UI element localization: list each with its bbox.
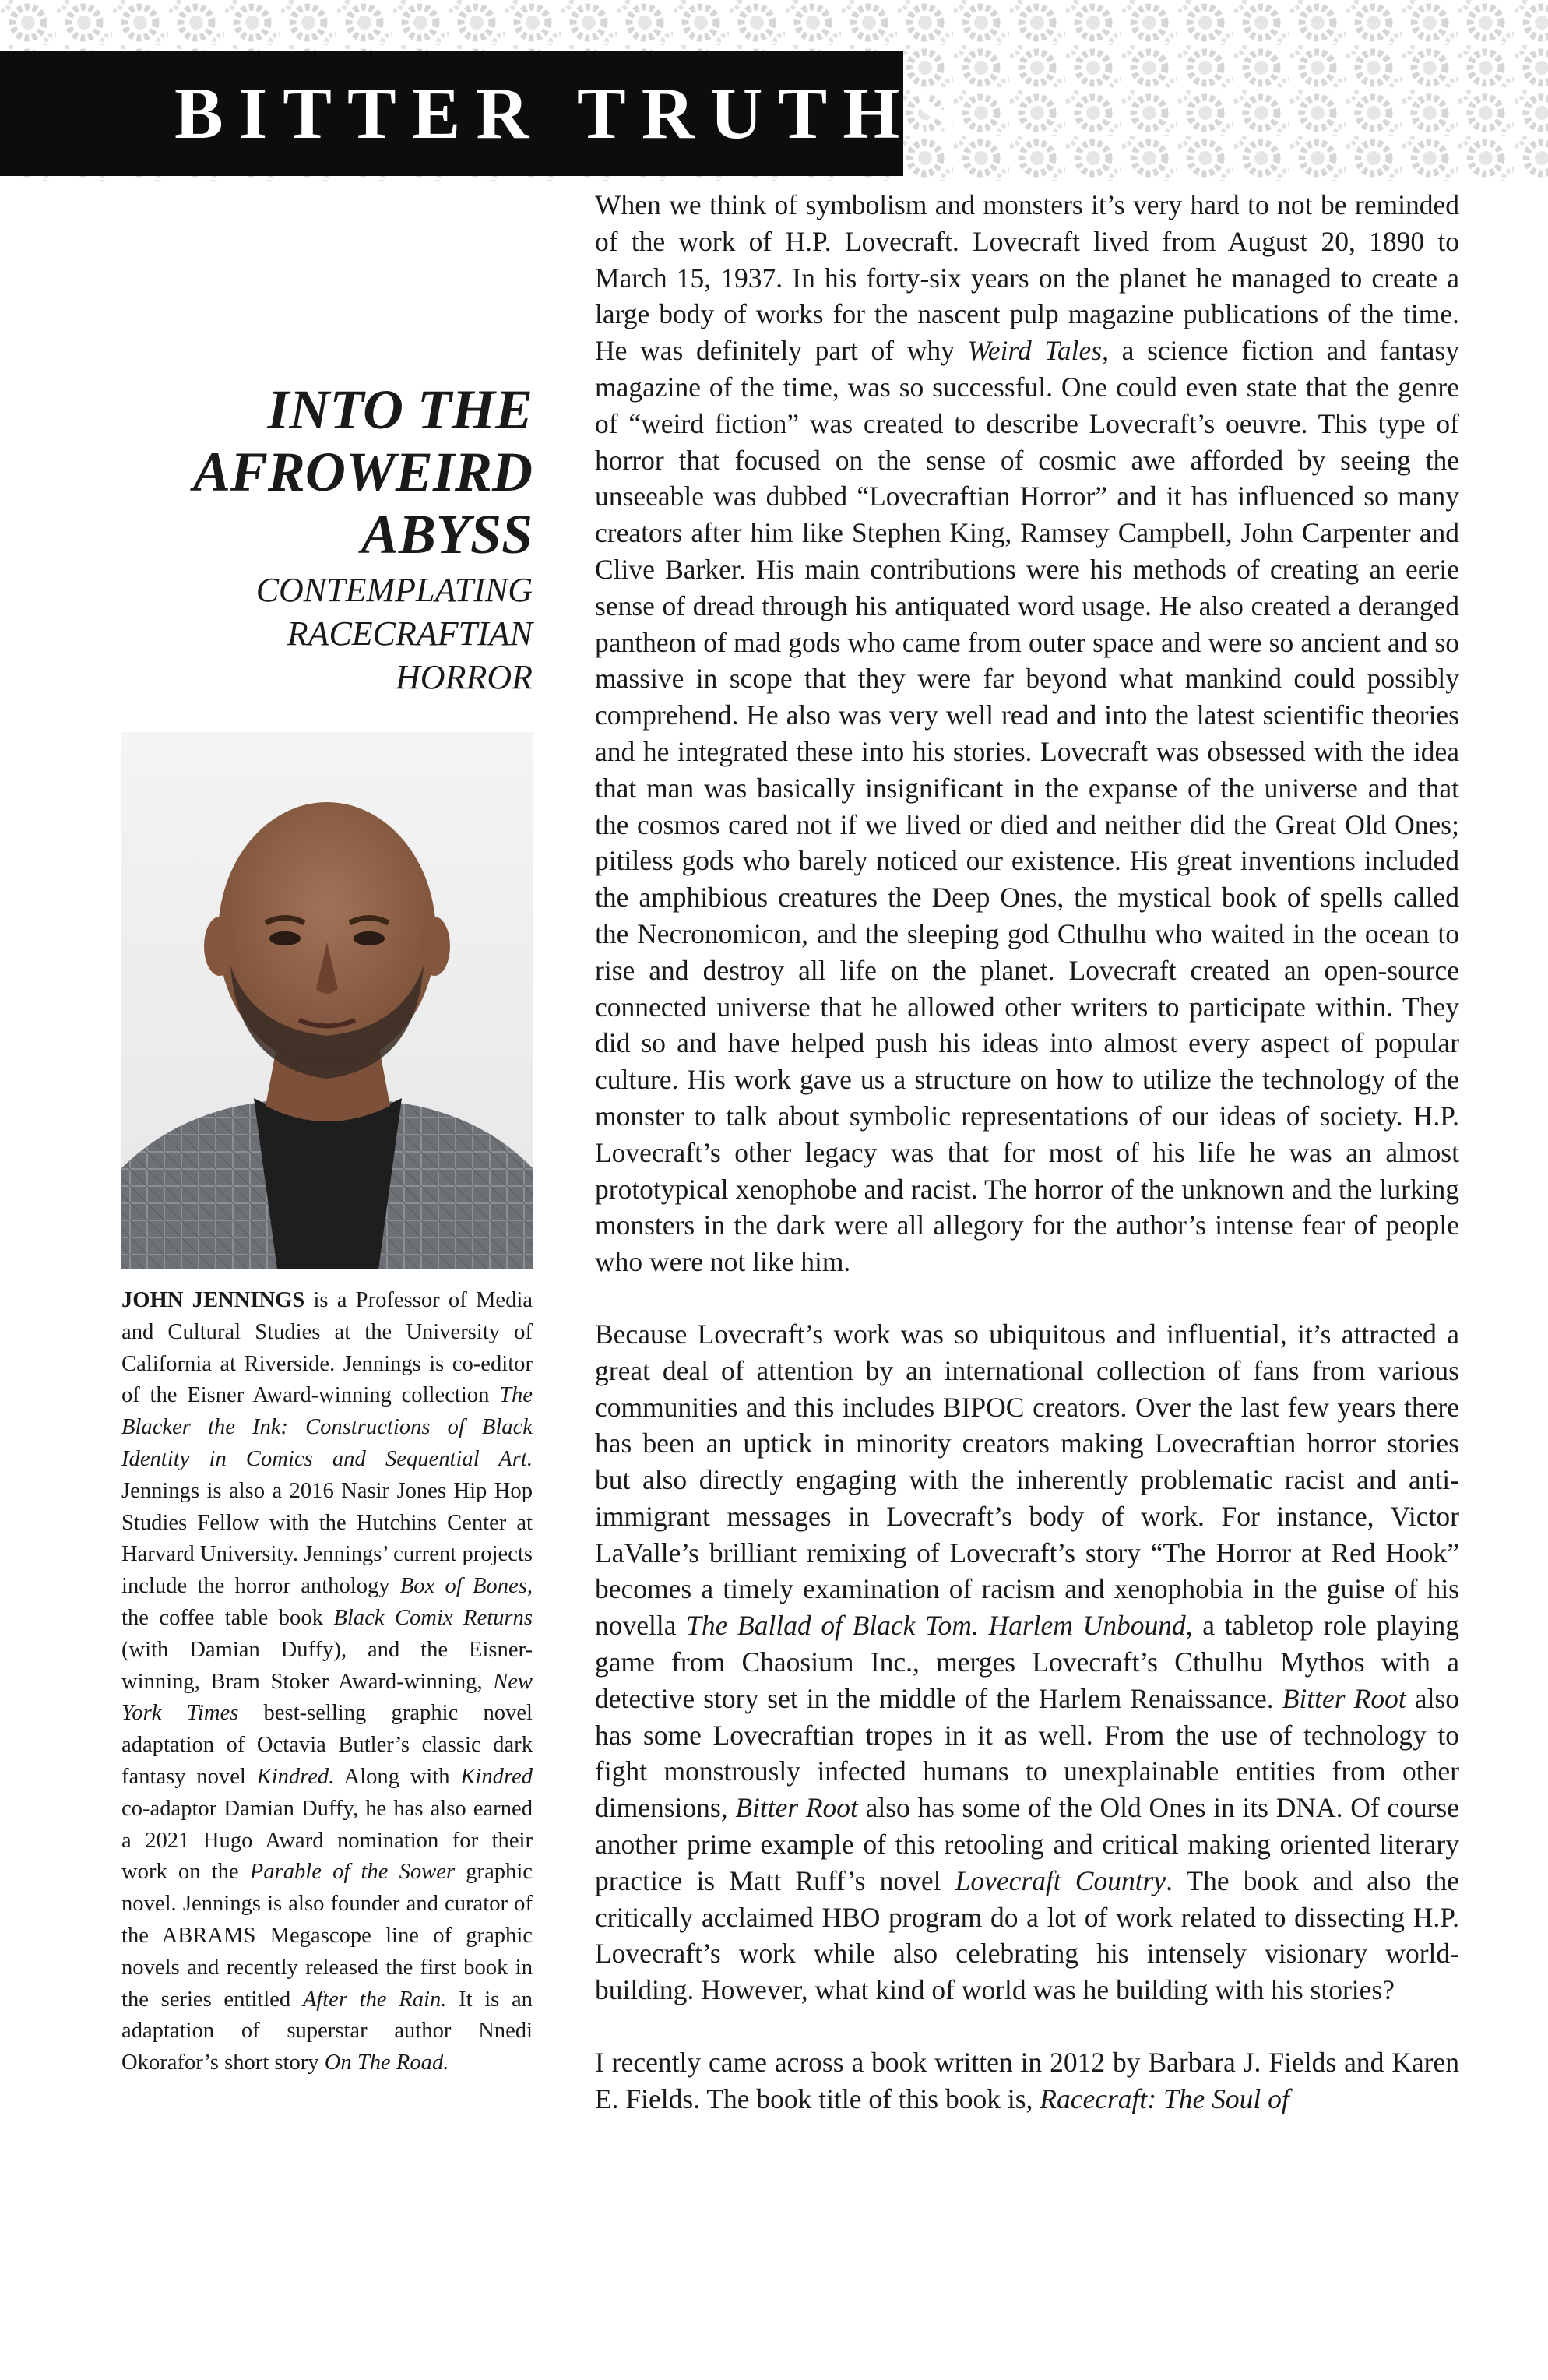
bio-book-title: Parable of the Sower <box>249 1860 456 1885</box>
body-emphasis: Bitter Root <box>1282 1682 1406 1714</box>
body-text: When we think of symbolism and monsters it’s very hard to not be reminded of the work of H.P. Lovecraft. Lovecraft lived from August 20, 1890 to March 15, 1937. In his forty-six years on the planet he managed to create a large body of works for the nascent pulp magazine publications of the time. He was definitely part of why <box>595 189 1459 367</box>
article-subtitle <box>193 569 533 699</box>
bio-text: is a Professor of Media and Cultural Studies at the University of California at Riverside. Jennings is co-editor of the Eisner Award-winning collection <box>121 1288 533 1408</box>
article-title <box>193 378 533 565</box>
bio-text: It is an adaptation of superstar author Nnedi Okorafor’s short story <box>121 1987 533 2075</box>
body-text: also has some of the Old Ones in its DNA. Of course another prime example of this retooling and critical making oriented literary practice is Matt Ruff’s novel <box>595 1792 1459 1896</box>
body-emphasis: Weird Tales, <box>967 335 1109 367</box>
author-name: JOHN JENNINGS <box>121 1288 305 1312</box>
body-emphasis: Racecraft: The Soul of <box>1040 2082 1289 2114</box>
body-text: a science fiction and fantasy magazine of the time, was so successful. One could even state that the genre of “weird fiction” was created to describe Lovecraft’s oeuvre. This type of horror that focused on the sense of cosmic awe afforded by seeing the unseeable was dubbed “Lovecraftian Horror” and it has influenced so many creators after him like Stephen King, Ramsey Campbell, John Carpenter and Clive Barker. His main contributions were his methods of creating an eerie sense of dread through his antiquated word usage. He also created a deranged pantheon of mad gods who came from outer space and were so ancient and so massive in scope that they were far beyond what mankind could possibly comprehend. He also was very well read and into the latest scientific theories and he integrated these into his stories. Lovecraft was obsessed with the idea that man was basically insignificant in the expanse of the universe and that the cosmos cared not if we lived or died and neither did the Great Old Ones; pitiless gods who barely noticed our existence. His great inventions included the amphibious creatures the Deep Ones, the mystical book of spells called the Necronomicon, and the sleeping god Cthulhu who waited in the ocean to rise and destroy all life on the planet. Lovecraft created an open-source connected universe that he allowed other writers to participate within. They did so and have helped push his ideas into almost every aspect of popular culture. His work gave us a structure on how to utilize the technology of the monster to talk about symbolic representations of our ideas of society. H.P. Lovecraft’s other legacy was that for most of his life he was an almost prototypical xenophobe and racist. The horror of the unknown and the lurking monsters in the dark were all allegory for the author’s intense fear of people who were not like him. <box>595 335 1459 1278</box>
author-bio <box>121 1285 533 2079</box>
article-title-line-2: AFROWEIRD <box>192 441 533 503</box>
series-title: BITTER TRUTHS <box>174 73 972 154</box>
body-emphasis: Bitter Root <box>735 1792 858 1824</box>
bio-text: best-selling graphic novel adaptation of Octavia Butler’s classic dark fantasy novel <box>121 1701 533 1789</box>
bio-book-title: Kindred. <box>256 1764 335 1789</box>
bio-book-title: Kindred <box>460 1764 533 1789</box>
bio-book-title: Black Comix Returns <box>333 1605 533 1630</box>
author-portrait <box>121 732 533 1269</box>
bio-book-title: Box of Bones, <box>399 1574 533 1599</box>
article-body <box>595 187 1459 2153</box>
body-text: also has some Lovecraftian tropes in it as well. From the use of technology to fight monstrously infected humans to unexplainable entities from other dimensions, <box>595 1682 1459 1824</box>
body-text: , a tabletop role playing game from Chaosium Inc., merges Lovecraft’s Cthulhu Mythos with a detective story set in the middle of the Harlem Renaissance. <box>595 1610 1459 1714</box>
body-text: Because Lovecraft’s work was so ubiquitous and influential, it’s attracted a great deal of attention by an international collection of fans from various communities and this includes BIPOC creators. Over the last few years there has been an uptick in minority creators making Lovecraftian horror stories but also directly engaging with the inherently problematic racist and anti-immigrant messages in Lovecraft’s body of work. For instance, Victor LaValle’s brilliant remixing of Lovecraft’s story “The Horror at Red Hook” becomes a timely examination of racism and xenophobia in the guise of his novella <box>595 1318 1459 1642</box>
article-subtitle-line-3: HORROR <box>396 658 533 696</box>
bio-text: Jennings is also a 2016 Nasir Jones Hip Hop Studies Fellow with the Hutchins Center at Harvard University. Jennings’ current projects include the horror anthology <box>121 1478 533 1599</box>
body-emphasis: The Ballad of Black Tom. Harlem Unbound <box>686 1610 1186 1642</box>
body-emphasis: Lovecraft Country <box>955 1864 1166 1896</box>
body-paragraph-3 <box>595 2044 1459 2118</box>
body-paragraph-1 <box>595 187 1459 1280</box>
bio-book-title: On The Road. <box>324 2051 449 2075</box>
bio-text: co-adaptor Damian Duffy, he has also earned a 2021 Hugo Award nomination for their work on the <box>121 1796 533 1885</box>
body-text: . The book and also the critically acclaimed HBO program do a lot of work related to dissecting H.P. Lovecraft’s work while also celebrating his intensely visionary world-building. However, what kind of world was he building with his stories? <box>595 1864 1459 2006</box>
article-title-line-3: ABYSS <box>361 503 533 565</box>
article-subtitle-line-1: CONTEMPLATING <box>255 571 533 609</box>
body-paragraph-2 <box>595 1316 1459 2009</box>
bio-text: the coffee table book <box>121 1605 334 1630</box>
article-title-line-1: INTO THE <box>267 378 533 441</box>
bio-book-title: After the Rain. <box>302 1987 447 2012</box>
bio-book-title: The Blacker the Ink: Constructions of Black Identity in Comics and Sequential Art. <box>121 1383 533 1471</box>
article-subtitle-line-2: RACECRAFTIAN <box>287 614 533 653</box>
bio-text: (with Damian Duffy), and the Eisner-winning, Bram Stoker Award-winning, <box>121 1637 533 1694</box>
bio-text: Along with <box>334 1764 461 1789</box>
bio-book-title: New York Times <box>121 1669 533 1726</box>
bio-text: graphic novel. Jennings is also founder and curator of the ABRAMS Megascope line of graphic novels and recently released the first book in the series entitled <box>121 1860 533 2012</box>
article-title-block <box>193 378 533 699</box>
author-photo-icon <box>121 732 533 1269</box>
body-text: I recently came across a book written in 2012 by Barbara J. Fields and Karen E. Fields. The book title of this book is, <box>595 2047 1459 2114</box>
header-band <box>0 0 1548 181</box>
